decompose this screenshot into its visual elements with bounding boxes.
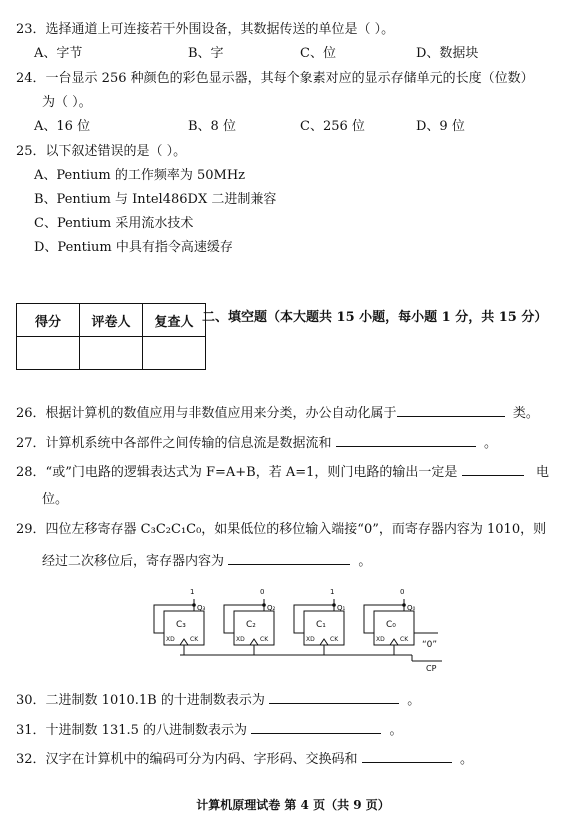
c1-ck-label: CK bbox=[330, 636, 339, 643]
question-28-text: 28．“或”门电路的逻辑表达式为 F=A+B，若 A=1，则门电路的输出一定是 bbox=[16, 465, 458, 480]
question-31-suffix: 。 bbox=[389, 723, 403, 738]
question-24-stem-continuation: 为（ ）。 bbox=[42, 95, 92, 110]
c0-q-label: Q₀ bbox=[407, 604, 416, 612]
question-31-blank[interactable] bbox=[251, 721, 381, 734]
score-table bbox=[16, 303, 206, 370]
clock-label: CP bbox=[426, 664, 437, 673]
question-25-option-d: D、Pentium 中具有指令高速缓存 bbox=[34, 240, 233, 255]
c1-q-label: Q₁ bbox=[337, 604, 346, 612]
question-27-blank[interactable] bbox=[336, 434, 476, 447]
question-23-option-a: A、字节 bbox=[34, 46, 83, 61]
question-29-text: 经过二次移位后，寄存器内容为 bbox=[42, 554, 225, 569]
question-32-suffix: 。 bbox=[459, 752, 473, 767]
c2-q-label: Q₂ bbox=[267, 604, 276, 612]
question-24-option-c: C、256 位 bbox=[300, 119, 365, 134]
page-footer: 计算机原理试卷 第 4 页（共 9 页） bbox=[196, 798, 390, 812]
c2-cell-label: C₂ bbox=[246, 620, 256, 630]
question-28 bbox=[16, 463, 549, 481]
serial-input-label: “0” bbox=[422, 640, 438, 650]
c3-top-value: 1 bbox=[190, 588, 195, 596]
question-28-blank[interactable] bbox=[462, 463, 524, 476]
question-29-line-1: 29．四位左移寄存器 C₃C₂C₁C₀，如果低位的移位输入端接“0”，而寄存器内容为 1010，则 bbox=[16, 522, 547, 537]
question-25-option-c: C、Pentium 采用流水技术 bbox=[34, 216, 194, 231]
score-cell-grader[interactable] bbox=[80, 337, 143, 370]
question-28-suffix: 电 bbox=[535, 465, 549, 480]
c3-q-label: Q₃ bbox=[197, 604, 206, 612]
question-23-stem: 23．选择通道上可连接若干外围设备，其数据传送的单位是（ ）。 bbox=[16, 22, 395, 37]
question-30-suffix: 。 bbox=[407, 693, 421, 708]
c2-ck-label: CK bbox=[260, 636, 269, 643]
question-32 bbox=[16, 750, 473, 768]
c0-cell-label: C₀ bbox=[386, 620, 396, 630]
score-header-reviewer: 复查人 bbox=[143, 304, 206, 337]
question-27-suffix: 。 bbox=[483, 436, 497, 451]
question-23-option-b: B、字 bbox=[188, 46, 224, 61]
question-30-blank[interactable] bbox=[269, 691, 399, 704]
question-26-text: 26．根据计算机的数值应用与非数值应用来分类，办公自动化属于 bbox=[16, 406, 397, 421]
question-31-text: 31．十进制数 131.5 的八进制数表示为 bbox=[16, 723, 248, 738]
question-23-option-d: D、数据块 bbox=[416, 46, 479, 61]
question-24-option-d: D、9 位 bbox=[416, 119, 465, 134]
question-32-blank[interactable] bbox=[362, 750, 452, 763]
question-29-line-2 bbox=[42, 552, 371, 570]
question-26-suffix: 类。 bbox=[512, 406, 539, 421]
question-23-option-c: C、位 bbox=[300, 46, 336, 61]
c0-xd-label: XD bbox=[376, 636, 385, 643]
question-26-blank[interactable] bbox=[397, 404, 505, 417]
c0-ck-label: CK bbox=[400, 636, 409, 643]
section-title: 二、填空题（本大题共 15 小题，每小题 1 分，共 15 分） bbox=[202, 310, 548, 325]
question-30 bbox=[16, 691, 420, 709]
question-26 bbox=[16, 404, 539, 422]
question-28-continuation: 位。 bbox=[42, 492, 69, 507]
c1-cell-label: C₁ bbox=[316, 620, 326, 630]
c2-top-value: 0 bbox=[260, 588, 265, 596]
question-24-stem: 24．一台显示 256 种颜色的彩色显示器，其每个象素对应的显示存储单元的长度（位数） bbox=[16, 71, 534, 86]
question-29-suffix: 。 bbox=[358, 554, 372, 569]
question-27 bbox=[16, 434, 497, 452]
shift-register-diagram bbox=[150, 585, 450, 675]
question-24-option-a: A、16 位 bbox=[34, 119, 91, 134]
score-cell-reviewer[interactable] bbox=[143, 337, 206, 370]
question-25-option-b: B、Pentium 与 Intel486DX 二进制兼容 bbox=[34, 192, 277, 207]
c1-top-value: 1 bbox=[330, 588, 335, 596]
question-25-stem: 25．以下叙述错误的是（ ）。 bbox=[16, 144, 187, 159]
question-30-text: 30．二进制数 1010.1B 的十进制数表示为 bbox=[16, 693, 265, 708]
question-24-option-b: B、8 位 bbox=[188, 119, 236, 134]
c2-xd-label: XD bbox=[236, 636, 245, 643]
question-25-option-a: A、Pentium 的工作频率为 50MHz bbox=[34, 168, 246, 183]
question-31 bbox=[16, 721, 402, 739]
c3-xd-label: XD bbox=[166, 636, 175, 643]
c0-top-value: 0 bbox=[400, 588, 405, 596]
c3-ck-label: CK bbox=[190, 636, 199, 643]
c1-xd-label: XD bbox=[306, 636, 315, 643]
question-27-text: 27．计算机系统中各部件之间传输的信息流是数据流和 bbox=[16, 436, 332, 451]
score-header-grader: 评卷人 bbox=[80, 304, 143, 337]
c3-cell-label: C₃ bbox=[176, 620, 186, 630]
score-cell-score[interactable] bbox=[17, 337, 80, 370]
question-32-text: 32．汉字在计算机中的编码可分为内码、字形码、交换码和 bbox=[16, 752, 358, 767]
question-29-blank[interactable] bbox=[228, 552, 350, 565]
score-header-score: 得分 bbox=[17, 304, 80, 337]
